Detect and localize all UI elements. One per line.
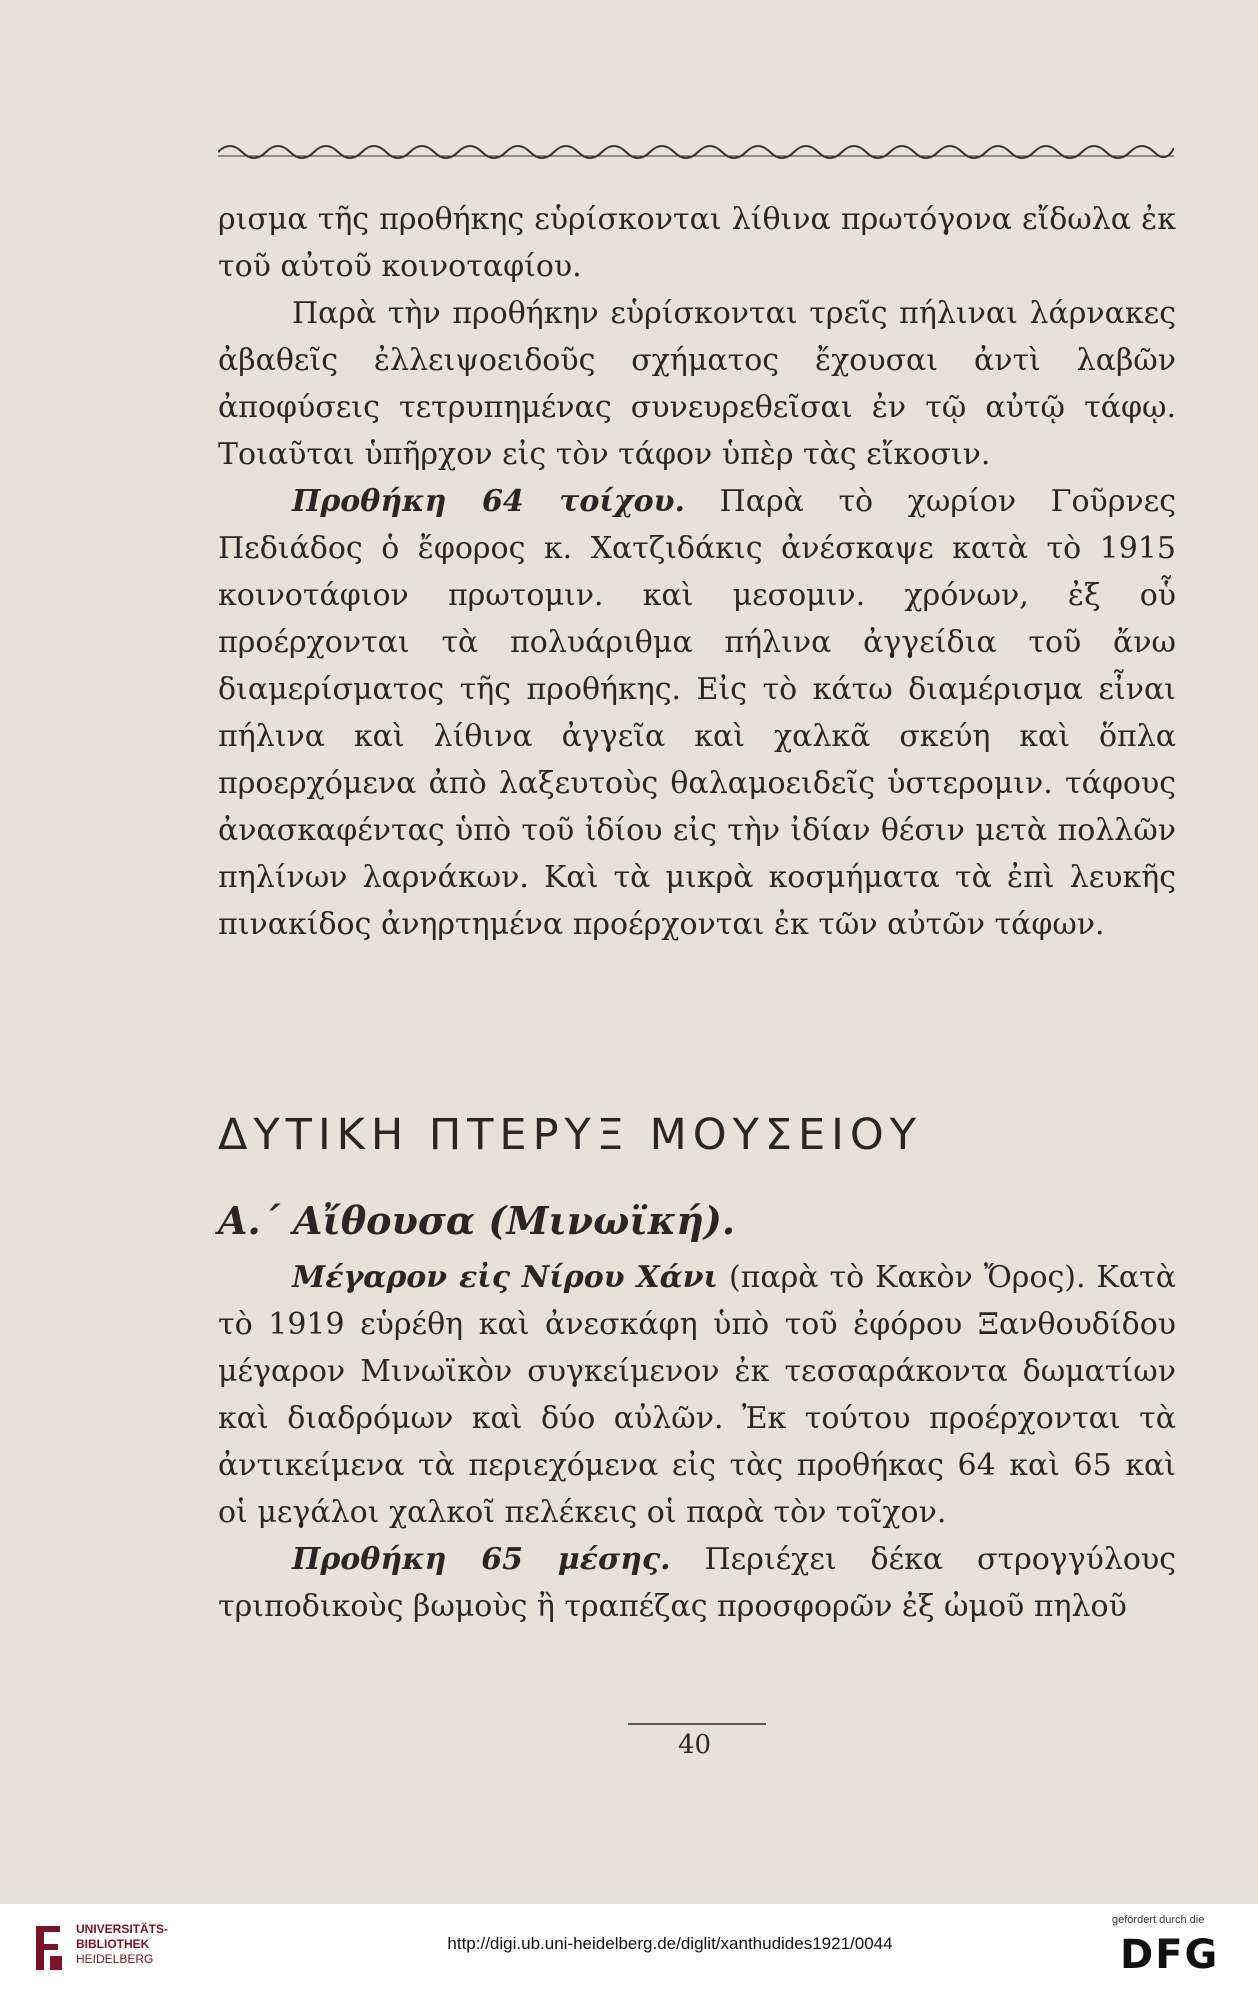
text-block-top	[218, 196, 1176, 948]
paragraph: Προθήκη 64 τοίχου. Παρὰ τὸ χωρίον Γοῦρνες Πεδιάδος ὁ ἔφορος κ. Χατζιδάκις ἀνέσκαψε κατὰ τὸ 1915 κοινοτάφιον πρωτομιν. καὶ μεσομιν. χρόνων, ἐξ οὗ προέρχονται τὰ πολυάριθμα πήλινα ἀγγείδια τοῦ ἄνω διαμερίσματος τῆς προθήκης. Εἰς τὸ κάτω διαμέρισμα εἶναι πήλινα καὶ λίθινα ἀγγεῖα καὶ χαλκᾶ σκεύη καὶ ὅπλα προερχόμενα ἀπὸ λαξευτοὺς θαλαμοειδεῖς ὑστερομιν. τάφους ἀνασκαφέντας ὑπὸ τοῦ ἰδίου εἰς τὴν ἰδίαν θέσιν μετὰ πολλῶν πηλίνων λαρνάκων. Καὶ τὰ μικρὰ κοσμήματα τὰ ἐπὶ λευκῆς πινακίδος ἀνηρτημένα προέρχονται ἐκ τῶν αὐτῶν τάφων.	[218, 484, 1176, 942]
wavy-ornament-icon	[218, 132, 1174, 162]
case-heading: Μέγαρον εἰς Νίρου Χάνι	[292, 1260, 719, 1295]
room-heading: Α.΄ Αἴθουσα (Μινωϊκή).	[218, 1198, 736, 1243]
source-url-link[interactable]: http://digi.ub.uni-heidelberg.de/diglit/xanthudides1921/0044	[447, 1934, 893, 1953]
paragraph: Προθήκη 65 μέσης. Περιέχει δέκα στρογγύλους τριποδικοὺς βωμοὺς ἢ τραπέζας προσφορῶν ἐξ ὠμοῦ πηλοῦ	[218, 1542, 1176, 1624]
paragraph: ρισμα τῆς προθήκης εὑρίσκονται λίθινα πρωτόγονα εἴδωλα ἐκ τοῦ αὐτοῦ κοινοταφίου.	[218, 202, 1176, 284]
case-heading: Προθήκη 65 μέσης.	[292, 1542, 671, 1577]
paragraph: Μέγαρον εἰς Νίρου Χάνι (παρὰ τὸ Κακὸν Ὄρος). Κατὰ τὸ 1919 εὑρέθη καὶ ἀνεσκάφη ὑπὸ τοῦ ἐφόρου Ξανθουδίδου μέγαρον Μινωϊκὸν συγκείμενον ἐκ τεσσαράκοντα δωματίων καὶ διαδρόμων καὶ δύο αὐλῶν. Ἐκ τούτου προέρχονται τὰ ἀντικείμενα τὰ περιεχόμενα εἰς τὰς προθήκας 64 καὶ 65 καὶ οἱ μεγάλοι χαλκοῖ πελέκεις οἱ παρὰ τὸν τοῖχον.	[218, 1260, 1177, 1530]
case-heading: Προθήκη 64 τοίχου.	[292, 484, 685, 519]
footer	[0, 1904, 1258, 1996]
library-logo-icon	[30, 1922, 68, 1974]
text-block-bottom	[218, 1254, 1176, 1630]
library-name: UNIVERSITÄTS- BIBLIOTHEK HEIDELBERG	[76, 1922, 169, 1966]
section-title: ΔΥΤΙΚΗ ΠΤΕΡΥΞ ΜΟΥΣΕΙΟΥ	[218, 1110, 922, 1160]
page-number: 40	[678, 1730, 712, 1760]
dfg-logo: DFG	[1120, 1932, 1220, 1978]
page-number-rule	[628, 1723, 766, 1725]
paragraph: Παρὰ τὴν προθήκην εὑρίσκονται τρεῖς πήλιναι λάρνακες ἀβαθεῖς ἐλλειψοειδοῦς σχήματος ἔχουσαι ἀντὶ λαβῶν ἀποφύσεις τετρυπημένας συνευρεθεῖσαι ἐν τῷ αὐτῷ τάφῳ. Τοιαῦται ὑπῆρχον εἰς τὸν τάφον ὑπὲρ τὰς εἴκοσιν.	[218, 296, 1176, 472]
funding-note: gefördert durch die	[1112, 1914, 1205, 1926]
